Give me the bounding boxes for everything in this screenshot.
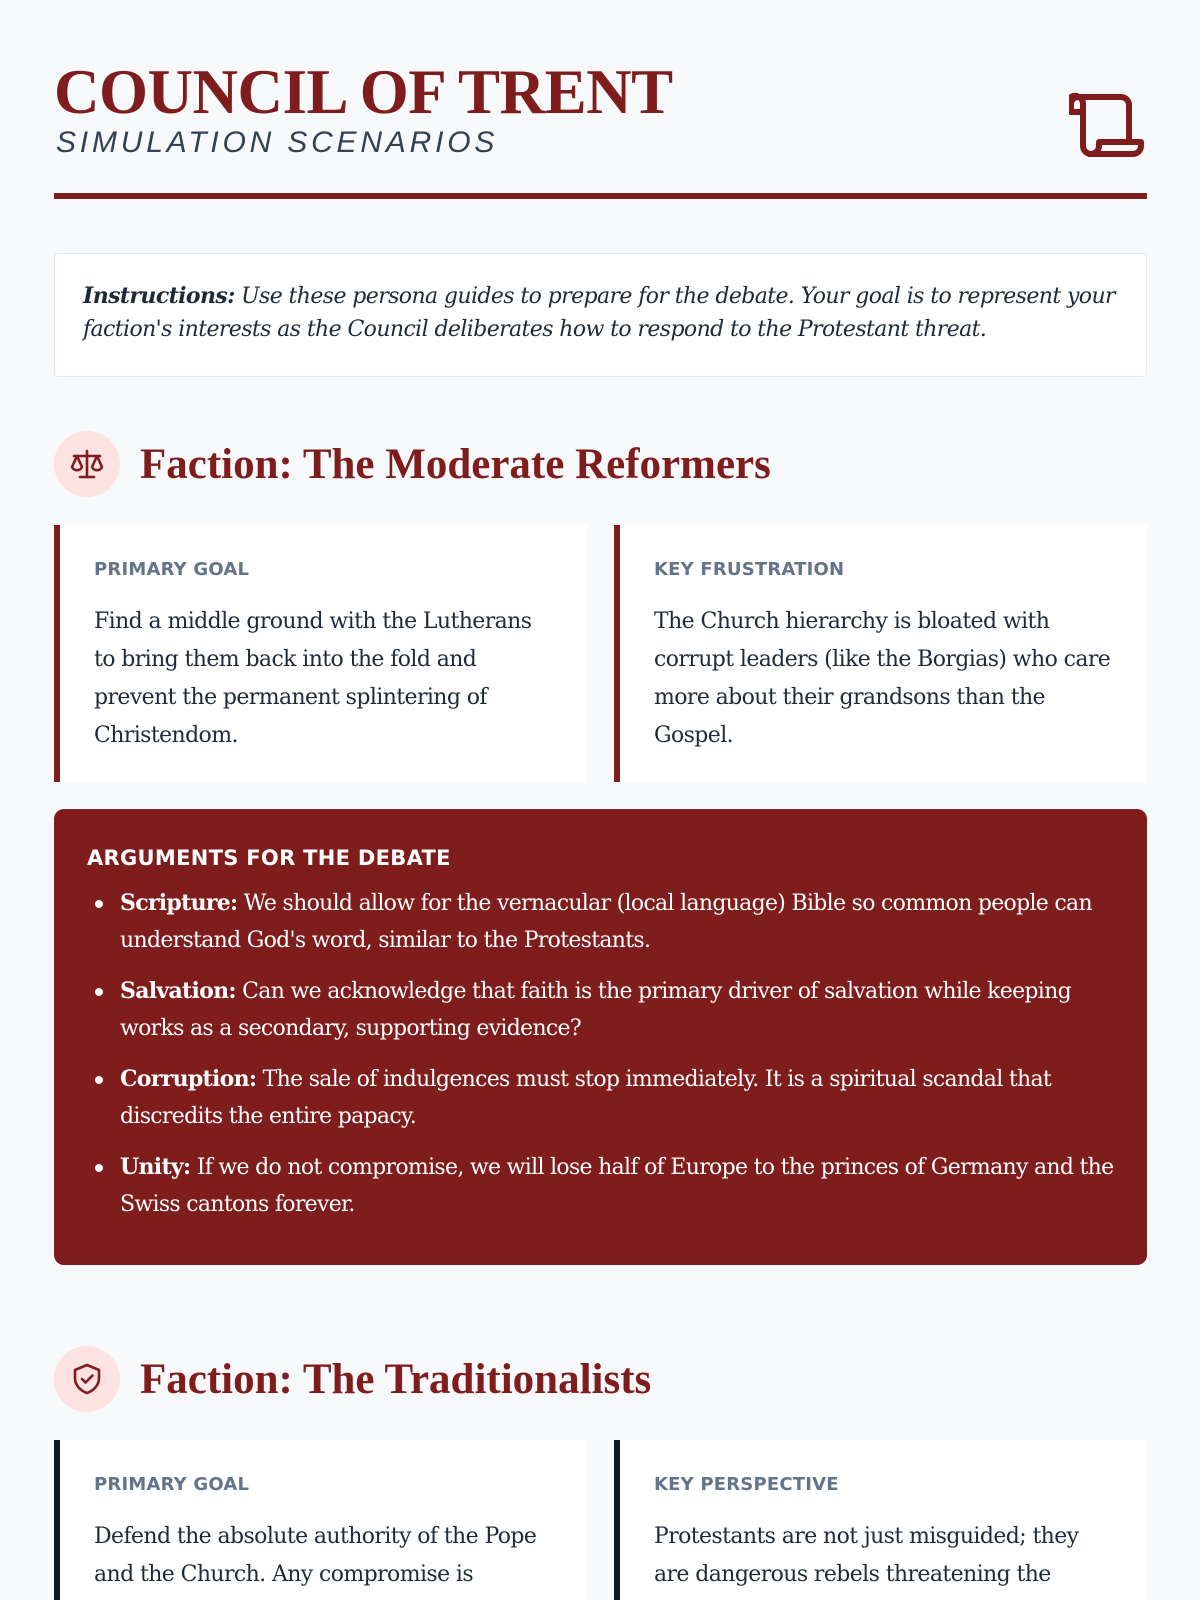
arguments-box	[54, 809, 1147, 1265]
argument-term: Salvation:	[120, 978, 236, 1004]
key-perspective-card	[614, 1440, 1147, 1600]
key-frustration-card	[614, 525, 1147, 782]
primary-goal-card	[54, 525, 587, 782]
argument-text: We should allow for the vernacular (local language) Bible so common people can understand God's word, similar to the Protestants.	[120, 891, 1092, 953]
argument-item	[87, 1061, 1115, 1135]
card-label: KEY FRUSTRATION	[654, 559, 845, 580]
scroll-icon	[1069, 90, 1145, 166]
faction-title: Faction: The Traditionalists	[140, 1356, 652, 1403]
page-subtitle: SIMULATION SCENARIOS	[56, 126, 499, 159]
instructions-box	[54, 253, 1147, 377]
faction-header-moderate-reformers	[54, 431, 1147, 499]
page	[54, 0, 1147, 1587]
bullet-icon	[95, 1164, 103, 1172]
shield-check-icon	[54, 1346, 120, 1412]
card-label: KEY PERSPECTIVE	[654, 1474, 839, 1495]
argument-term: Unity:	[120, 1154, 191, 1180]
card-label: PRIMARY GOAL	[94, 559, 250, 580]
bullet-icon	[95, 900, 103, 908]
header-divider	[54, 193, 1147, 199]
argument-term: Scripture:	[120, 890, 238, 916]
card-text: Defend the absolute authority of the Pope and the Church. Any compromise is	[94, 1524, 537, 1587]
card-text: Protestants are not just misguided; they are dangerous rebels threatening the	[654, 1524, 1079, 1587]
arguments-heading: ARGUMENTS FOR THE DEBATE	[87, 846, 451, 870]
primary-goal-card	[54, 1440, 587, 1600]
argument-term: Corruption:	[120, 1066, 257, 1092]
instructions-label: Instructions:	[83, 283, 235, 309]
scales-icon	[54, 431, 120, 497]
arguments-list	[87, 885, 1115, 1223]
card-label: PRIMARY GOAL	[94, 1474, 250, 1495]
instructions-text: Use these persona guides to prepare for the debate. Your goal is to represent your faction's interests as the Council deliberates how to respond to the Protestant threat.	[83, 284, 1115, 342]
card-text: The Church hierarchy is bloated with corrupt leaders (like the Borgias) who care more about their grandsons than the Gospel.	[654, 609, 1111, 748]
argument-text: The sale of indulgences must stop immediately. It is a spiritual scandal that discredits the entire papacy.	[120, 1067, 1052, 1129]
argument-text: Can we acknowledge that faith is the primary driver of salvation while keeping works as a secondary, supporting evidence?	[120, 979, 1071, 1041]
bullet-icon	[95, 1076, 103, 1084]
bullet-icon	[95, 988, 103, 996]
page-title: COUNCIL OF TRENT	[54, 57, 673, 127]
argument-item	[87, 973, 1115, 1047]
faction-header-traditionalists	[54, 1346, 1147, 1414]
card-text: Find a middle ground with the Lutherans to bring them back into the fold and prevent the permanent splintering of Christendom.	[94, 609, 532, 748]
argument-item	[87, 1149, 1115, 1223]
argument-item	[87, 885, 1115, 959]
page-header	[54, 0, 1147, 200]
faction-title: Faction: The Moderate Reformers	[140, 441, 771, 488]
argument-text: If we do not compromise, we will lose half of Europe to the princes of Germany and the Swiss cantons forever.	[120, 1155, 1114, 1217]
